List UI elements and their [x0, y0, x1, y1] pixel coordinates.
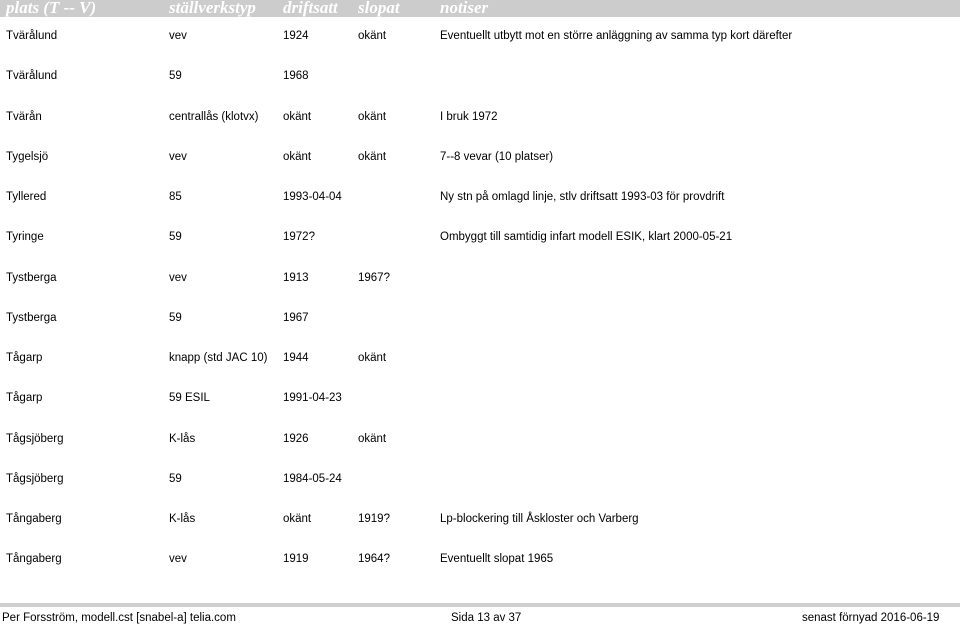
table-row — [0, 471, 960, 487]
row-commissioned: okänt — [283, 111, 312, 123]
row-commissioned: 1968 — [283, 70, 309, 82]
footer-updated-date: senast förnyad 2016-06-19 — [802, 612, 940, 624]
row-commissioned: 1993-04-04 — [283, 191, 342, 203]
row-place: Tygelsjö — [6, 151, 49, 163]
footer-page-number: Sida 13 av 37 — [451, 612, 522, 624]
footer-author: Per Forsström, modell.cst [snabel-a] telia.com — [2, 612, 236, 624]
row-interlocking-type: centrallås (klotvx) — [169, 111, 259, 123]
row-commissioned: 1924 — [283, 30, 309, 42]
table-row — [0, 270, 960, 286]
row-place: Tystberga — [6, 312, 57, 324]
row-commissioned: 1913 — [283, 272, 309, 284]
row-scrapped: okänt — [358, 30, 387, 42]
header-place: plats (T -- V) — [6, 0, 97, 17]
row-commissioned: okänt — [283, 513, 312, 525]
row-interlocking-type: knapp (std JAC 10) — [169, 352, 268, 364]
row-place: Tågsjöberg — [6, 433, 64, 445]
header-notes: notiser — [440, 0, 489, 17]
table-row — [0, 149, 960, 165]
footer-divider — [0, 603, 960, 607]
row-interlocking-type: 59 — [169, 231, 182, 243]
row-scrapped: 1967? — [358, 272, 390, 284]
row-place: Tyringe — [6, 231, 44, 243]
row-interlocking-type: vev — [169, 272, 187, 284]
row-commissioned: 1919 — [283, 553, 309, 565]
row-notes: Ny stn på omlagd linje, stlv driftsatt 1993-03 för provdrift — [440, 191, 725, 203]
table-row — [0, 229, 960, 245]
row-scrapped: okänt — [358, 433, 387, 445]
row-scrapped: okänt — [358, 111, 387, 123]
row-notes: Eventuellt utbytt mot en större anläggning av samma typ kort därefter — [440, 30, 793, 42]
table-row — [0, 511, 960, 527]
table-row — [0, 68, 960, 84]
header-scrapped: slopat — [358, 0, 400, 17]
row-scrapped: 1919? — [358, 513, 390, 525]
table-row — [0, 189, 960, 205]
row-commissioned: 1944 — [283, 352, 309, 364]
row-place: Tystberga — [6, 272, 57, 284]
row-commissioned: 1967 — [283, 312, 309, 324]
table-row — [0, 310, 960, 326]
row-interlocking-type: vev — [169, 30, 187, 42]
row-commissioned: 1991-04-23 — [283, 392, 342, 404]
row-interlocking-type: 85 — [169, 191, 182, 203]
table-row — [0, 28, 960, 44]
row-commissioned: 1972? — [283, 231, 315, 243]
row-place: Tågsjöberg — [6, 473, 64, 485]
header-interlocking-type: ställverkstyp — [169, 0, 256, 17]
table-row — [0, 350, 960, 366]
row-notes: 7--8 vevar (10 platser) — [440, 151, 554, 163]
table-row — [0, 551, 960, 567]
row-place: Tyllered — [6, 191, 47, 203]
row-commissioned: okänt — [283, 151, 312, 163]
row-place: Tångaberg — [6, 513, 62, 525]
row-scrapped: okänt — [358, 352, 387, 364]
row-interlocking-type: 59 ESIL — [169, 392, 210, 404]
row-commissioned: 1926 — [283, 433, 309, 445]
row-notes: I bruk 1972 — [440, 111, 498, 123]
row-interlocking-type: 59 — [169, 312, 182, 324]
row-place: Tågarp — [6, 392, 43, 404]
header-commissioned: driftsatt — [283, 0, 338, 17]
row-commissioned: 1984-05-24 — [283, 473, 342, 485]
row-interlocking-type: vev — [169, 553, 187, 565]
row-scrapped: okänt — [358, 151, 387, 163]
table-row — [0, 431, 960, 447]
row-place: Tvärån — [6, 111, 42, 123]
row-notes: Ombyggt till samtidig infart modell ESIK, klart 2000-05-21 — [440, 231, 733, 243]
row-notes: Eventuellt slopat 1965 — [440, 553, 554, 565]
table-row — [0, 390, 960, 406]
row-interlocking-type: 59 — [169, 70, 182, 82]
table-row — [0, 109, 960, 125]
row-interlocking-type: K-lås — [169, 513, 196, 525]
row-scrapped: 1964? — [358, 553, 390, 565]
row-interlocking-type: 59 — [169, 473, 182, 485]
row-place: Tvärålund — [6, 70, 58, 82]
row-place: Tågarp — [6, 352, 43, 364]
row-place: Tångaberg — [6, 553, 62, 565]
row-place: Tvärålund — [6, 30, 58, 42]
row-notes: Lp-blockering till Åskloster och Varberg — [440, 513, 639, 525]
row-interlocking-type: K-lås — [169, 433, 196, 445]
row-interlocking-type: vev — [169, 151, 187, 163]
column-header-bar — [0, 0, 960, 17]
